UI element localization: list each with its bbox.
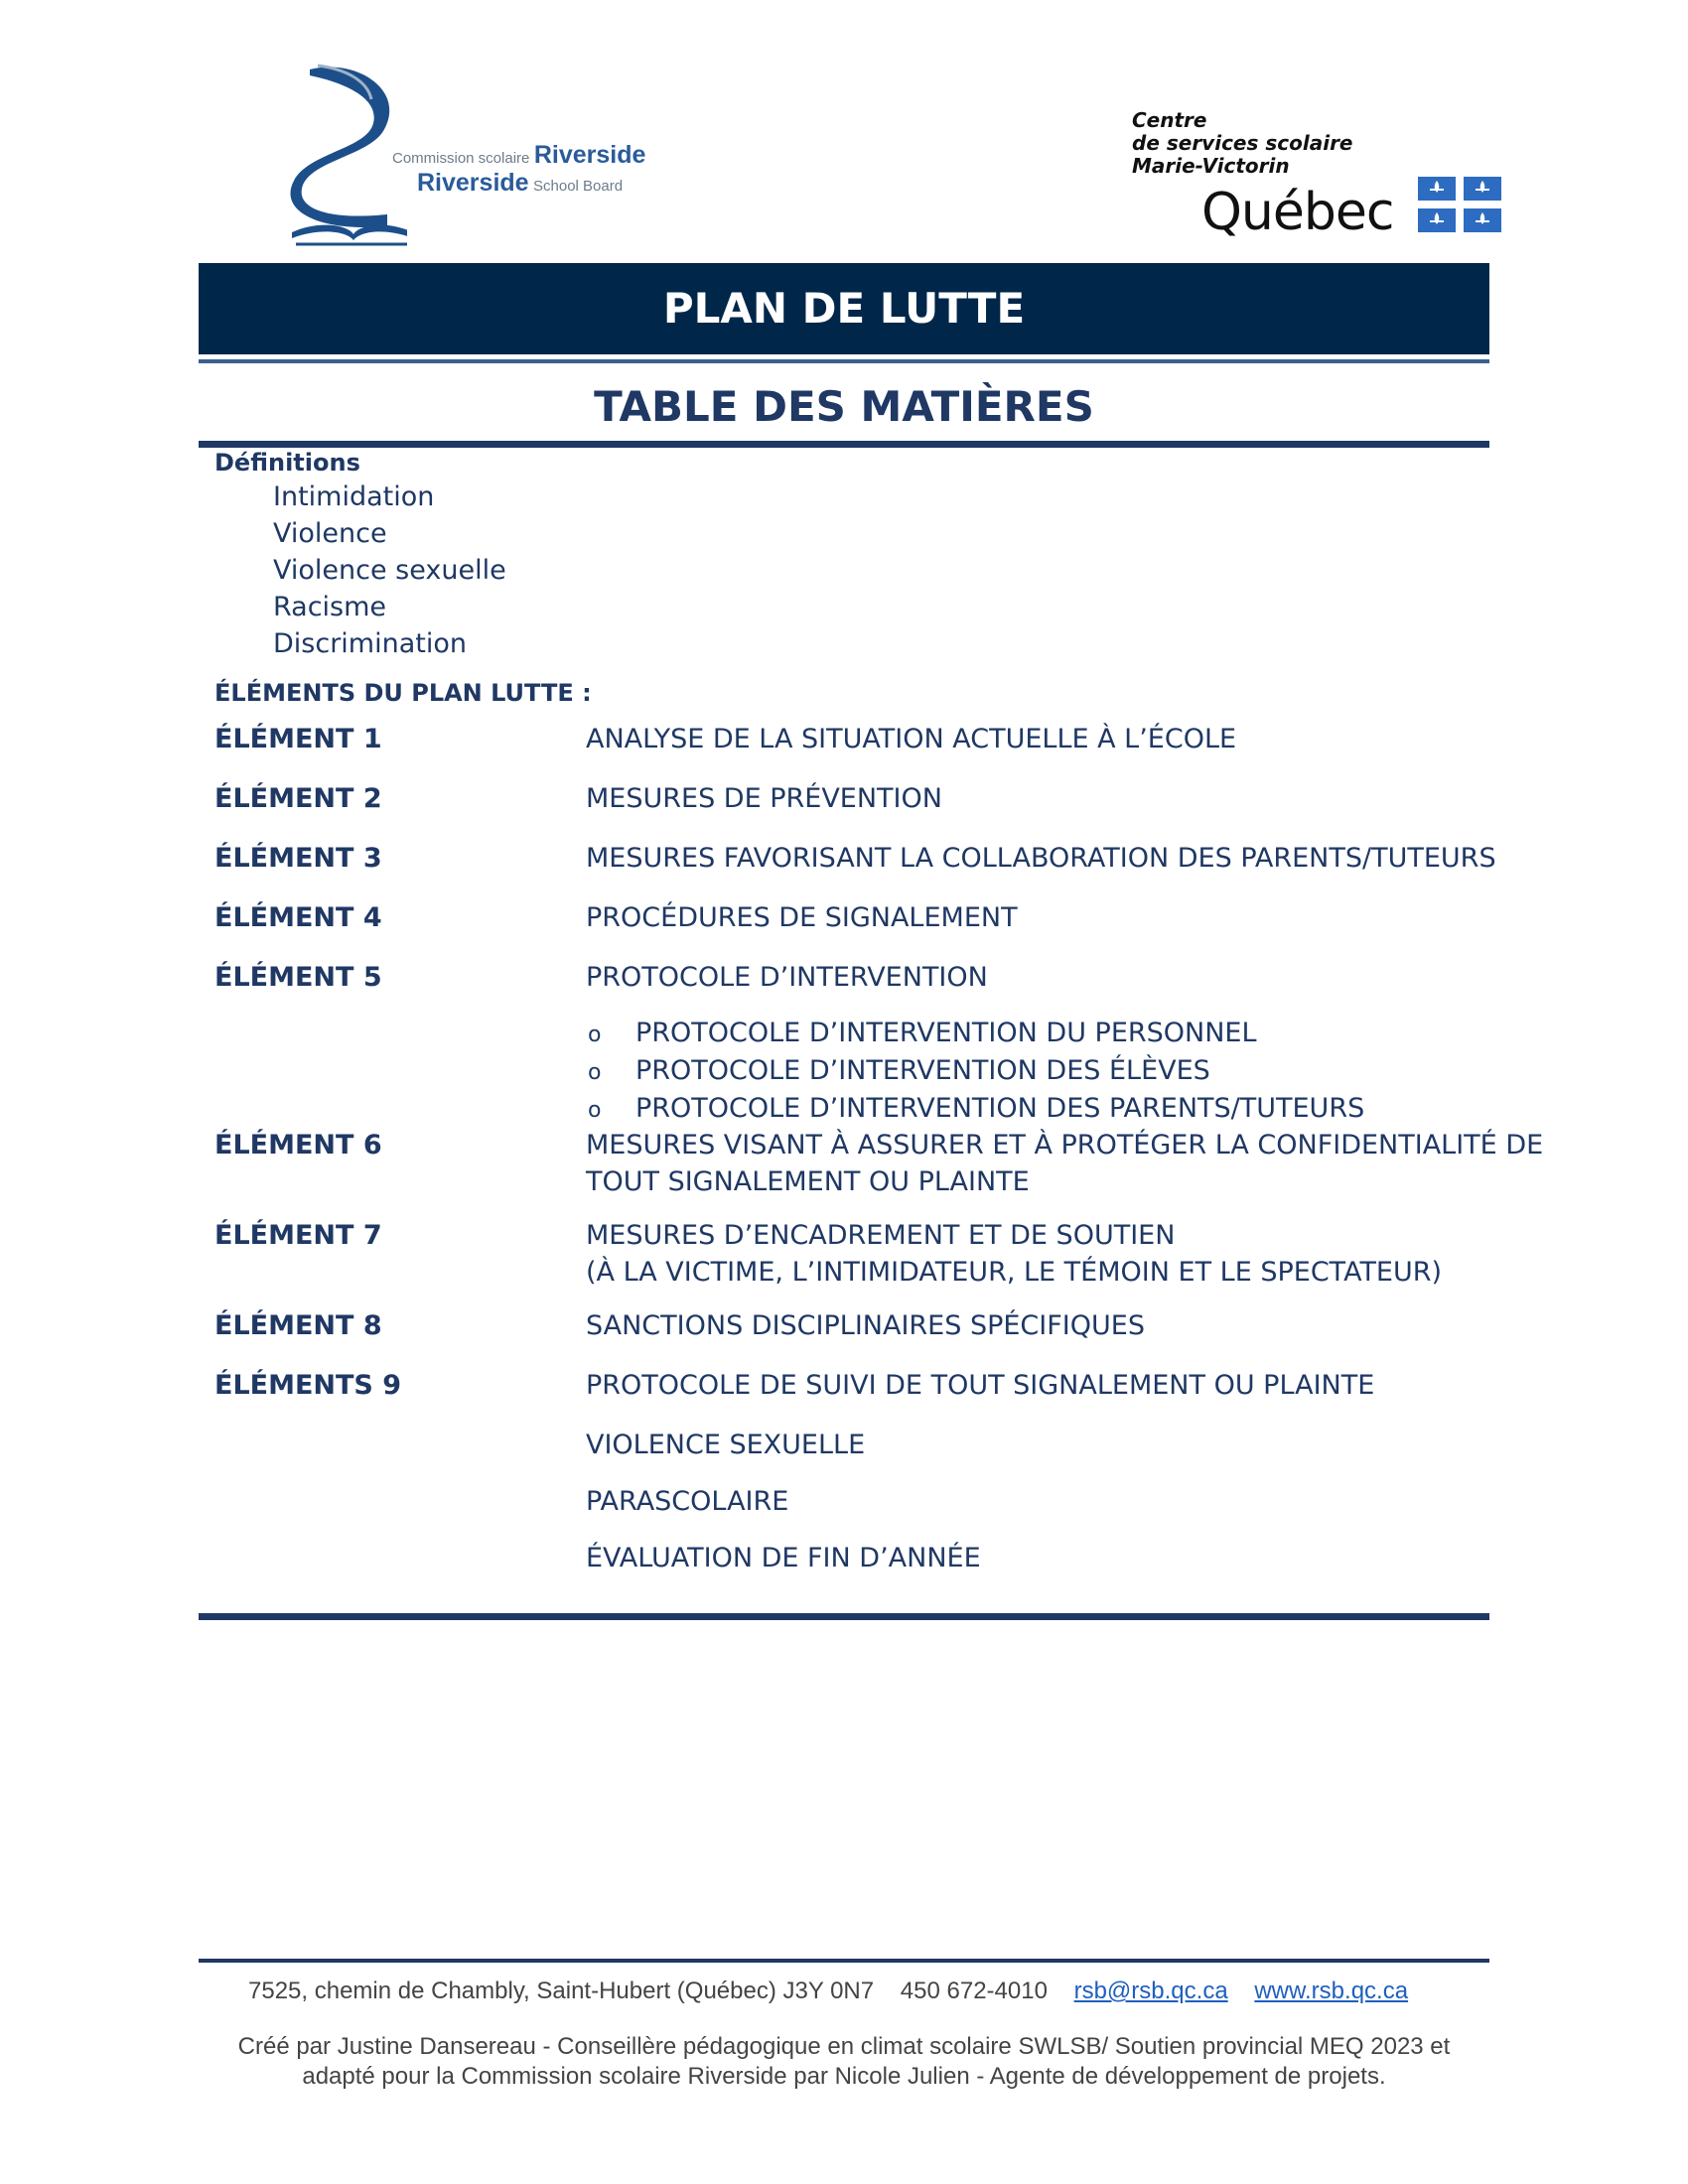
element-title: PROCÉDURES DE SIGNALEMENT xyxy=(586,902,1018,933)
element-label: ÉLÉMENT 5 xyxy=(214,962,382,993)
bullet-icon: o xyxy=(588,1060,602,1085)
element-label: ÉLÉMENT 4 xyxy=(214,902,382,933)
extra-item: PARASCOLAIRE xyxy=(586,1486,789,1517)
definitions-heading: Définitions xyxy=(214,449,360,477)
banner-underline xyxy=(199,359,1489,363)
definition-item: Racisme xyxy=(273,592,387,622)
element-label: ÉLÉMENT 7 xyxy=(214,1220,382,1251)
css-logo-line2: de services scolaire xyxy=(1132,131,1353,155)
element-title: MESURES D’ENCADREMENT ET DE SOUTIEN xyxy=(586,1220,1176,1251)
element-title: MESURES DE PRÉVENTION xyxy=(586,783,942,814)
riverside-logo xyxy=(288,62,685,250)
element-label: ÉLÉMENT 2 xyxy=(214,783,382,814)
css-marie-victorin-logo xyxy=(1132,109,1509,248)
table-bottom-rule xyxy=(199,1613,581,1620)
bullet-icon: o xyxy=(588,1023,602,1047)
element-title-continued: TOUT SIGNALEMENT OU PLAINTE xyxy=(586,1166,1030,1197)
definition-item: Intimidation xyxy=(273,481,435,512)
subitem: PROTOCOLE D’INTERVENTION DES ÉLÈVES xyxy=(635,1055,1210,1086)
riverside-logo-big-2: Riverside xyxy=(417,169,529,197)
element-title: ANALYSE DE LA SITUATION ACTUELLE À L’ÉCOLE xyxy=(586,724,1237,754)
element-label: ÉLÉMENT 8 xyxy=(214,1310,382,1341)
definition-item: Violence xyxy=(273,518,387,549)
element-title: MESURES VISANT À ASSURER ET À PROTÉGER LA CONFIDENTIALITÉ DE xyxy=(586,1130,1544,1160)
riverside-logo-line2 xyxy=(417,169,623,198)
riverside-logo-line1 xyxy=(392,141,645,170)
footer-website-link[interactable]: www.rsb.qc.ca xyxy=(1254,1978,1409,2004)
extra-item: VIOLENCE SEXUELLE xyxy=(586,1430,866,1460)
element-title-continued: (À LA VICTIME, L’INTIMIDATEUR, LE TÉMOIN ET LE SPECTATEUR) xyxy=(586,1257,1443,1288)
footer-phone: 450 672-4010 xyxy=(900,1978,1048,2004)
footer-email-link[interactable]: rsb@rsb.qc.ca xyxy=(1073,1978,1228,2004)
quebec-wordmark: Québec xyxy=(1201,183,1394,242)
element-label: ÉLÉMENT 3 xyxy=(214,843,382,874)
riverside-logo-small-2: School Board xyxy=(533,178,624,195)
riverside-swoosh-icon xyxy=(288,62,407,250)
toc-title-rule xyxy=(199,441,1489,448)
footer-address: 7525, chemin de Chambly, Saint-Hubert (Québec) J3Y 0N7 xyxy=(248,1978,875,2004)
footer-rule xyxy=(199,1959,1489,1963)
title-banner xyxy=(199,263,1489,354)
element-label: ÉLÉMENT 6 xyxy=(214,1130,382,1160)
css-logo-line1: Centre xyxy=(1132,108,1207,132)
element-title: PROTOCOLE DE SUIVI DE TOUT SIGNALEMENT OU PLAINTE xyxy=(586,1370,1375,1401)
footer-contact xyxy=(248,1978,1408,2005)
quebec-flag-icon xyxy=(1418,177,1501,232)
elements-heading: ÉLÉMENTS DU PLAN LUTTE : xyxy=(214,679,592,707)
toc-title: TABLE DES MATIÈRES xyxy=(594,382,1094,431)
bullet-icon: o xyxy=(588,1098,602,1123)
css-logo-line3: Marie-Victorin xyxy=(1132,154,1290,178)
element-title: MESURES FAVORISANT LA COLLABORATION DES PARENTS/TUTEURS xyxy=(586,843,1496,874)
riverside-logo-small: Commission scolaire xyxy=(392,150,530,167)
riverside-logo-big: Riverside xyxy=(533,141,646,169)
extra-item: ÉVALUATION DE FIN D’ANNÉE xyxy=(586,1543,981,1573)
element-label: ÉLÉMENTS 9 xyxy=(214,1370,402,1401)
footer-credit-line1: Créé par Justine Dansereau - Conseillère pédagogique en climat scolaire SWLSB/ Soutien provincial MEQ 2023 et xyxy=(237,2033,1451,2060)
banner-title: PLAN DE LUTTE xyxy=(662,284,1026,333)
subitem: PROTOCOLE D’INTERVENTION DES PARENTS/TUTEURS xyxy=(635,1093,1365,1124)
definition-item: Discrimination xyxy=(273,628,467,659)
element-title: SANCTIONS DISCIPLINAIRES SPÉCIFIQUES xyxy=(586,1310,1145,1341)
table-bottom-rule xyxy=(581,1613,1489,1620)
element-label: ÉLÉMENT 1 xyxy=(214,724,382,754)
element-title: PROTOCOLE D’INTERVENTION xyxy=(586,962,988,993)
footer-credit-line2: adapté pour la Commission scolaire Riverside par Nicole Julien - Agente de développement de projets. xyxy=(302,2063,1386,2090)
subitem: PROTOCOLE D’INTERVENTION DU PERSONNEL xyxy=(635,1018,1257,1048)
definition-item: Violence sexuelle xyxy=(273,555,506,586)
